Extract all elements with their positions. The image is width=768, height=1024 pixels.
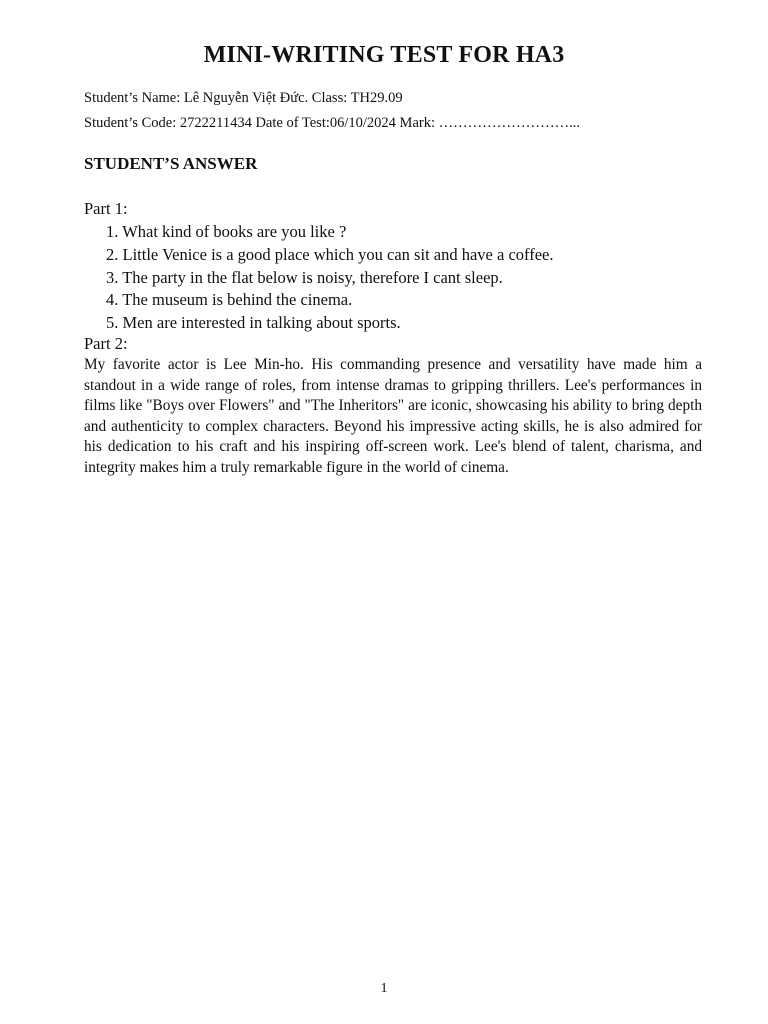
list-item: [106, 267, 553, 290]
part2-label: Part 2:: [84, 334, 128, 353]
answer-number: 1.: [106, 222, 119, 241]
answer-text: Men are interested in talking about sports.: [122, 313, 401, 333]
answer-number: 4.: [106, 290, 119, 310]
page-number: 1: [380, 981, 388, 996]
student-code-line: Student’s Code: 2722211434 Date of Test:06/10/2024 Mark: ………………………...: [84, 115, 580, 131]
part1-answer-list: [106, 221, 553, 335]
document-title: MINI-WRITING TEST FOR HA3: [203, 42, 565, 68]
list-item: [106, 244, 553, 267]
answer-text: The museum is behind the cinema.: [122, 290, 353, 310]
answer-text: The party in the flat below is noisy, therefore I cant sleep.: [122, 267, 503, 287]
answer-number: 2.: [106, 244, 119, 264]
section-heading: STUDENT’S ANSWER: [84, 154, 258, 173]
answer-text: Little Venice is a good place which you can sit and have a coffee.: [118, 244, 554, 264]
answer-number: 3.: [106, 267, 119, 287]
answer-number: 5.: [106, 313, 119, 333]
part1-label: Part 1:: [84, 199, 128, 218]
list-item: [106, 289, 553, 312]
list-item: [106, 221, 553, 244]
answer-text: What kind of books are you like ?: [118, 222, 347, 241]
student-name-line: Student’s Name: Lê Nguyễn Việt Đức. Class: TH29.09: [84, 90, 403, 106]
list-item: [106, 312, 553, 335]
part2-paragraph: My favorite actor is Lee Min-ho. His commanding presence and versatility have made him a standout in a wide range of roles, from intense dramas to gripping thrillers. Lee's performances in films like "Boys over Flowers" and "The Inheritors" are iconic, showcasing his ability to bring depth and authenticity to complex characters. Beyond his impressive acting skills, he is also admired for his dedication to his craft and his inspiring off-screen work. Lee's blend of talent, charisma, and integrity makes him a truly remarkable figure in the world of cinema.: [84, 356, 702, 476]
